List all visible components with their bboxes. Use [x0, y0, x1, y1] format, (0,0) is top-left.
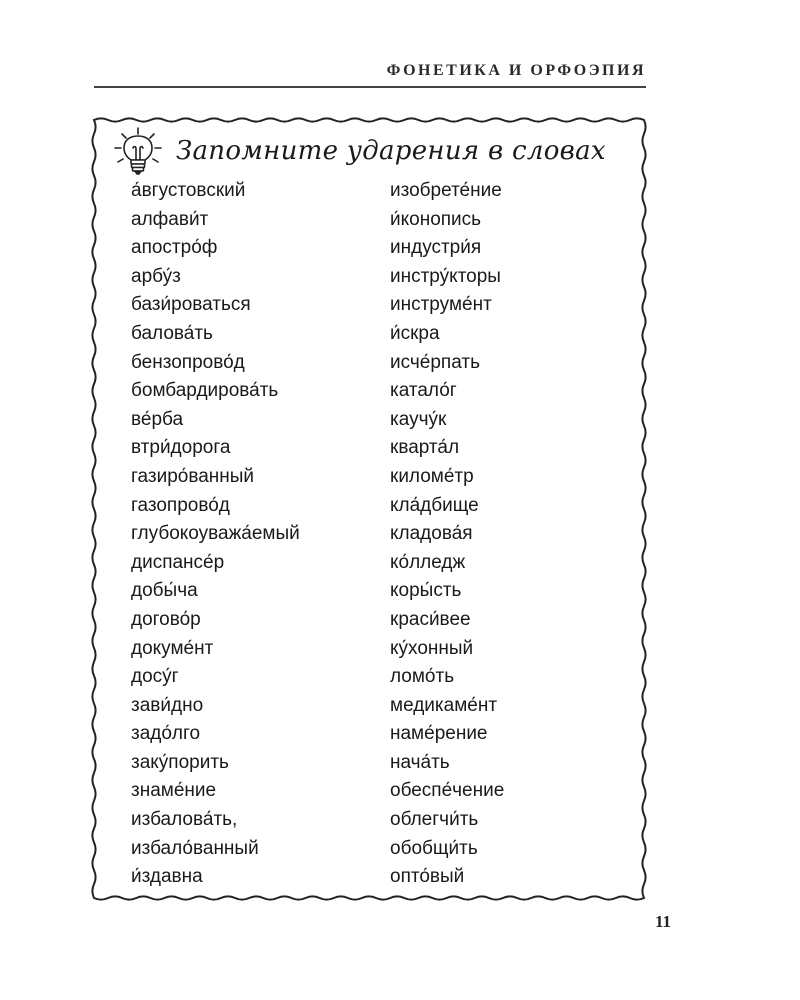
list-item: опто́вый	[390, 866, 465, 888]
list-item: облегчи́ть	[390, 809, 479, 831]
list-item: глубокоуважа́емый	[131, 523, 300, 545]
list-item: краси́вее	[390, 608, 471, 630]
list-item: кла́дбище	[390, 494, 479, 516]
list-item: и́скра	[390, 322, 440, 344]
word-column-left	[131, 177, 300, 892]
list-item: индустри́я	[390, 237, 482, 259]
list-item: кварта́л	[390, 437, 460, 459]
list-item: нача́ть	[390, 751, 450, 773]
list-item: догово́р	[131, 608, 201, 630]
list-item: бензопрово́д	[131, 351, 245, 373]
list-item: ку́хонный	[390, 637, 474, 659]
list-item: обеспе́чение	[390, 780, 505, 802]
list-item: обобщи́ть	[390, 837, 478, 859]
list-item: досу́г	[131, 666, 179, 688]
list-item: кладова́я	[390, 523, 473, 545]
list-item: зави́дно	[131, 694, 204, 716]
lightbulb-icon	[112, 126, 164, 178]
list-item: ве́рба	[131, 408, 184, 430]
list-item: арбу́з	[131, 265, 181, 287]
list-item: избалова́ть,	[131, 809, 238, 831]
list-item: заку́порить	[131, 751, 229, 773]
list-item: коры́сть	[390, 580, 462, 602]
list-item: и́конопись	[390, 208, 482, 230]
list-item: а́вгустовский	[131, 180, 246, 201]
list-item: избало́ванный	[131, 837, 259, 859]
list-item: бази́роваться	[131, 294, 251, 316]
list-item: ко́лледж	[390, 551, 466, 573]
list-item: исче́рпать	[390, 351, 480, 373]
word-column-right	[390, 177, 504, 892]
list-item: медикаме́нт	[390, 694, 498, 716]
list-item: катало́г	[390, 380, 457, 402]
list-item: бомбардирова́ть	[131, 380, 279, 402]
running-header	[94, 60, 646, 88]
page-number: 11	[655, 912, 672, 931]
list-item: задо́лго	[131, 723, 201, 745]
list-item: газиро́ванный	[131, 465, 255, 487]
list-item: газопрово́д	[131, 494, 230, 516]
list-item: киломе́тр	[390, 465, 474, 487]
header-title: ФОНЕТИКА И ОРФОЭПИЯ	[386, 62, 646, 79]
list-item: диспансе́р	[131, 551, 225, 573]
list-item: каучу́к	[390, 408, 447, 430]
list-item: и́здавна	[131, 866, 203, 888]
box-title: Запомните ударения в словах	[176, 136, 606, 166]
list-item: знаме́ние	[131, 780, 217, 802]
list-item: балова́ть	[131, 322, 213, 344]
list-item: добы́ча	[131, 580, 198, 602]
list-item: инстру́кторы	[390, 265, 501, 287]
list-item: алфави́т	[131, 208, 209, 230]
list-item: ломо́ть	[390, 666, 455, 688]
list-item: инструме́нт	[390, 294, 492, 316]
list-item: втри́дорога	[131, 437, 231, 459]
list-item: апостро́ф	[131, 237, 218, 259]
list-item: докуме́нт	[131, 637, 214, 659]
list-item: изобрете́ние	[390, 180, 502, 201]
list-item: наме́рение	[390, 723, 488, 745]
